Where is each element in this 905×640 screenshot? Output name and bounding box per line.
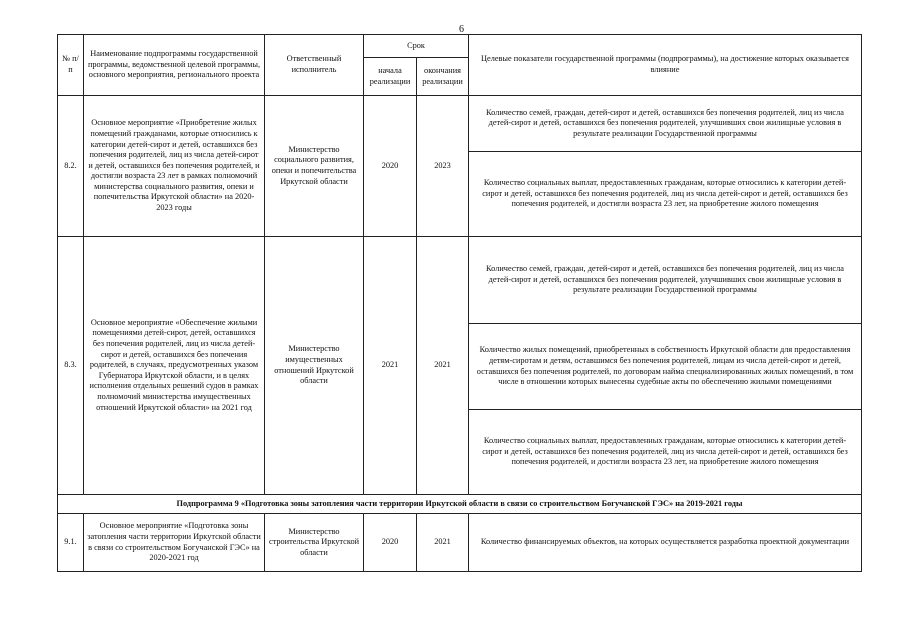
row-start-year: 2021 [364, 237, 417, 495]
header-row-1 [58, 35, 862, 58]
header-executor: Ответственный исполнитель [265, 35, 364, 96]
header-term: Срок [364, 35, 469, 58]
row-name: Основное мероприятие «Обеспечение жилыми помещениями детей-сирот, детей, оставшихся без попечения родителей, лиц из числа детей-сирот и детей, оставшихся без попечения родителей, в случаях, предусмотренных указом Губернатора Иркутской области, и в целях исполнения отдельных решений судов в рамках полномочий министерства имущественных отношений Иркутской области» на 2021 год [84, 237, 265, 495]
row-executor: Министерство имущественных отношений Иркутской области [265, 237, 364, 495]
row-end-year: 2023 [417, 96, 469, 237]
row-indicators [469, 237, 862, 495]
subprogram-title: Подпрограмма 9 «Подготовка зоны затопления части территории Иркутской области в связи со строительством Богучанской ГЭС» на 2019-2021 годы [58, 495, 862, 514]
row-name: Основное мероприятие «Приобретение жилых помещений гражданами, которые относились к категории детей-сирот и детей, оставшихся без попечения родителей, лиц из числа детей-сирот и детей, оставшихся без попечения родителей, и достигли возраста 23 лет в рамках полномочий министерства социального развития, опеки и попечительства Иркутской области» на 2020-2023 годы [84, 96, 265, 237]
row-name: Основное мероприятие «Подготовка зоны затопления части территории Иркутской области в связи со строительством Богучанской ГЭС» на 2020-2021 год [84, 514, 265, 572]
table-row [58, 514, 862, 572]
indicator-cell: Количество социальных выплат, предоставленных гражданам, которые относились к категории детей-сирот и детей, оставшихся без попечения родителей, лиц из числа детей-сирот и детей, оставшихся без попечения родителей, и достигли возраста 23 лет, на приобретение жилого помещения [482, 178, 848, 209]
indicator-cell: Количество финансируемых объектов, на которых осуществляется разработка проектной документации [469, 514, 862, 572]
row-indicators [469, 96, 862, 237]
row-executor: Министерство социального развития, опеки и попечительства Иркутской области [265, 96, 364, 237]
header-targets: Целевые показатели государственной программы (подпрограммы), на достижение которых оказывается влияние [469, 35, 862, 96]
table-row [58, 237, 862, 495]
header-num: № п/п [58, 35, 84, 96]
row-number: 9.1. [58, 514, 84, 572]
row-start-year: 2020 [364, 96, 417, 237]
indicator-cell: Количество социальных выплат, предоставленных гражданам, которые относились к категории детей-сирот и детей, оставшихся без попечения родителей, лиц из числа детей-сирот и детей, оставшихся без попечения родителей, и достигли возраста 23 лет, на приобретение жилого помещения [482, 436, 848, 467]
indicator-cell: Количество семей, граждан, детей-сирот и детей, оставшихся без попечения родителей, лиц из числа детей-сирот и детей, оставшихся без попечения родителей, улучшивших свои жилищные условия в результате реализации Государственной программы [469, 96, 861, 152]
row-executor: Министерство строительства Иркутской области [265, 514, 364, 572]
indicator-cell: Количество семей, граждан, детей-сирот и детей, оставшихся без попечения родителей, лиц из числа детей-сирот и детей, оставшихся без попечения родителей, улучшивших свои жилищные условия в результате реализации Государственной программы [469, 237, 861, 324]
header-name: Наименование подпрограммы государственной программы, ведомственной целевой программы, основного мероприятия, регионального проекта [84, 35, 265, 96]
row-number: 8.2. [58, 96, 84, 237]
table-row [58, 96, 862, 237]
page-number: 6 [459, 24, 464, 35]
header-start: начала реализации [364, 58, 417, 96]
row-end-year: 2021 [417, 514, 469, 572]
program-table [57, 34, 862, 572]
subprogram-row [58, 495, 862, 514]
row-start-year: 2020 [364, 514, 417, 572]
row-end-year: 2021 [417, 237, 469, 495]
header-end: окончания реализации [417, 58, 469, 96]
row-number: 8.3. [58, 237, 84, 495]
indicator-cell: Количество жилых помещений, приобретенных в собственность Иркутской области для предоставления детям-сиротам и детям, оставшимся без попечения родителей, лицам из числа детей-сирот и детей, оставшихся без попечения родителей, по договорам найма специализированных жилых помещений, в том числе в отношении которых вынесены судебные акты по обеспечению жилыми помещениями [469, 324, 861, 410]
